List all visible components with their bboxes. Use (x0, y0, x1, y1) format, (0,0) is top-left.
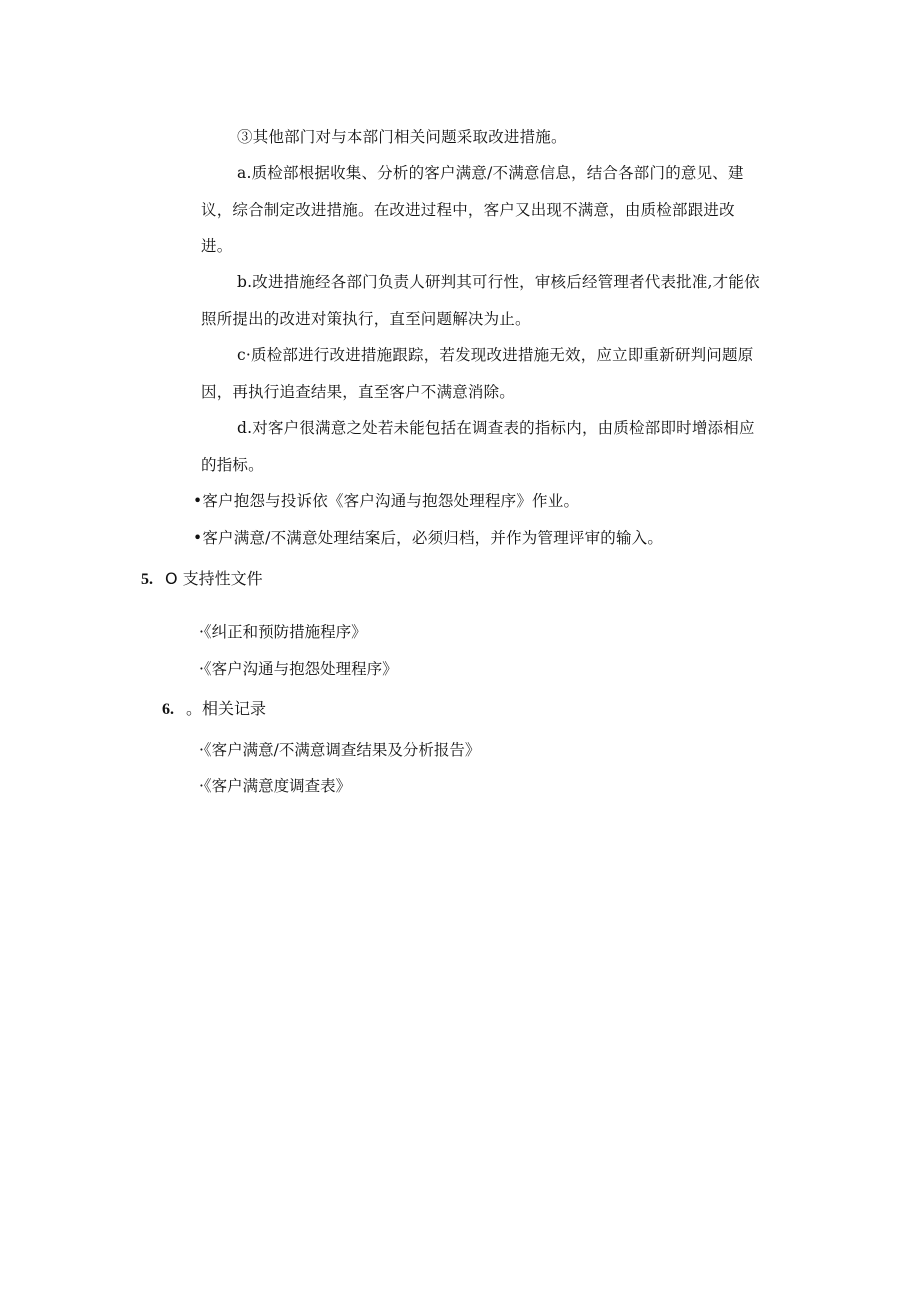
section-5-number: 5. (141, 571, 153, 588)
paragraph-a-line3: 进。 (201, 237, 233, 255)
section-6-number: 6. (162, 701, 174, 718)
paragraph-a-line2: 议，综合制定改进措施。在改进过程中，客户又出现不满意，由质检部跟进改 (201, 201, 735, 219)
section-6-item: ·《客户满意度调查表》 (199, 777, 352, 795)
paragraph-improvement-measures: ③其他部门对与本部门相关问题采取改进措施。 (237, 128, 567, 146)
paragraph-b-line1: b.改进措施经各部门负责人研判其可行性，审核后经管理者代表批准,才能依 (237, 273, 760, 291)
paragraph-c-line2: 因，再执行追查结果，直至客户不满意消除。 (201, 383, 516, 401)
bullet-complaint-handling: •客户抱怨与投诉依《客户沟通与抱怨处理程序》作业。 (193, 492, 580, 510)
paragraph-d-line1: d.对客户很满意之处若未能包括在调查表的指标内，由质检部即时增添相应 (237, 419, 755, 437)
paragraph-d-line2: 的指标。 (201, 456, 264, 474)
section-5-item: ·《纠正和预防措施程序》 (199, 623, 367, 641)
section-5-title: O 支持性文件 (165, 569, 263, 588)
paragraph-b-line2: 照所提出的改进对策执行，直至问题解决为止。 (201, 310, 531, 328)
section-5-heading (141, 568, 263, 591)
paragraph-c-line1: c·质检部进行改进措施跟踪，若发现改进措施无效，应立即重新研判问题原 (237, 346, 754, 364)
section-6-heading (162, 698, 266, 721)
section-6-title: 。相关记录 (186, 699, 267, 718)
section-6-item: ·《客户满意/不满意调查结果及分析报告》 (199, 741, 481, 759)
paragraph-a-line1: a.质检部根据收集、分析的客户满意/不满意信息，结合各部门的意见、建 (237, 164, 744, 182)
bullet-archive: •客户满意/不满意处理结案后，必须归档，并作为管理评审的输入。 (193, 529, 664, 547)
section-5-item: ·《客户沟通与抱怨处理程序》 (199, 660, 398, 678)
